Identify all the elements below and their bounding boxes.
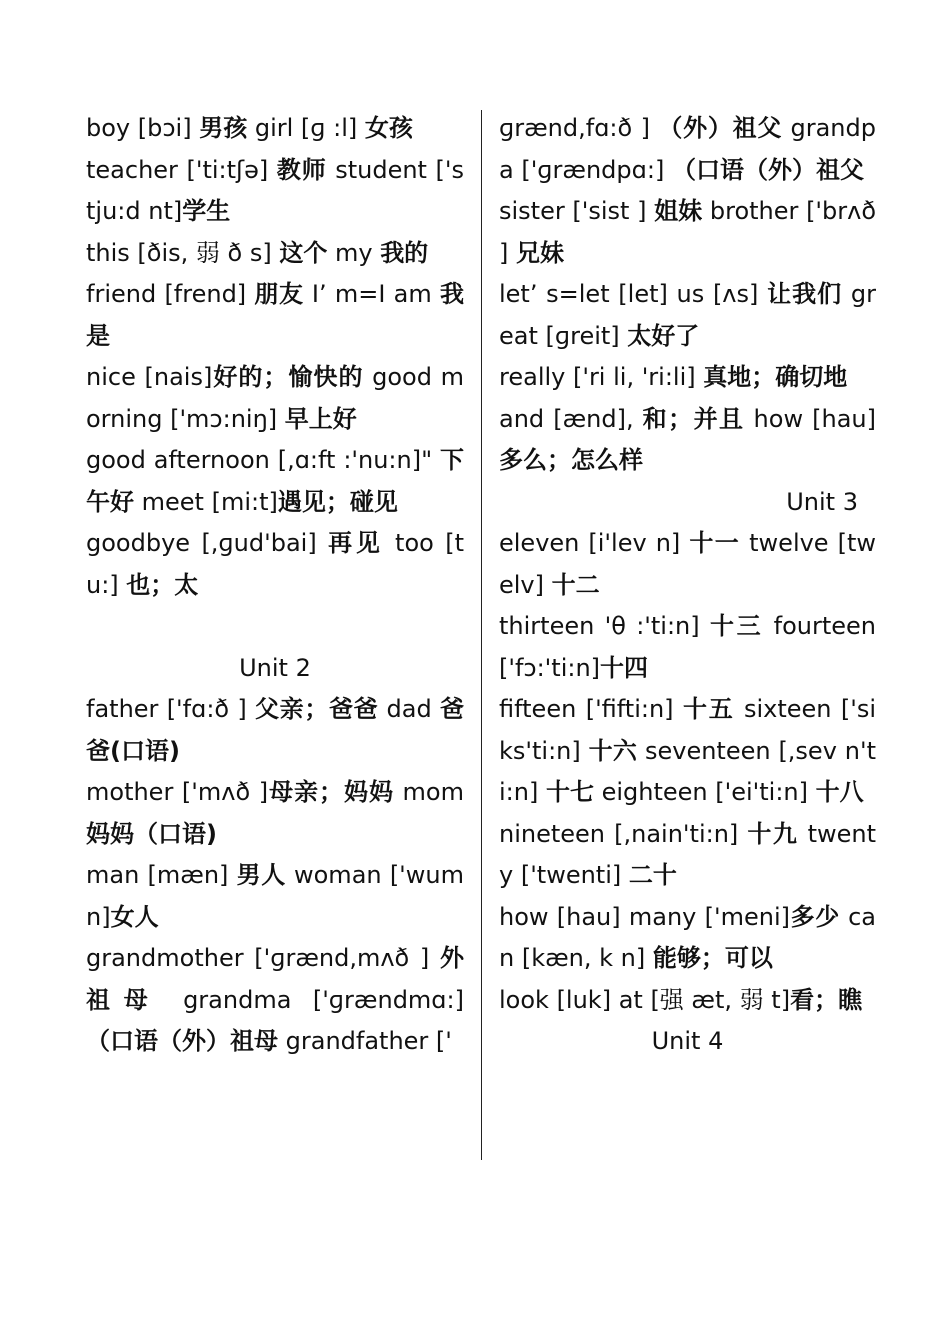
vocab-entry-how-many: how [hau] many ['meni]多少 can [kæn, k n] 能够；可以 — [499, 902, 877, 972]
vocab-entry-nineteen: nineteen [,nain'ti:n] 十九 twenty ['twenti] 二十 — [499, 819, 877, 889]
column-divider — [481, 110, 482, 1160]
vocab-entry-lets: let’ s=let [let] us [ʌs] 让我们 great [ɡreit] 太好了 — [499, 280, 877, 350]
vocab-entry-and: and [ænd], 和；并且 how [hau] 多么；怎么样 — [499, 404, 884, 474]
vocab-entry-teacher: teacher ['ti:tʃə] 教师 student ['stju:d nt]学生 — [86, 155, 464, 225]
vocab-entry-boy: boy [bɔi] 男孩 girl [ɡ :l] 女孩 — [86, 114, 413, 142]
right-column — [499, 108, 884, 1063]
vocab-entry-goodbye: goodbye [,ɡud'bai] 再见 too [tu:] 也；太 — [86, 529, 464, 599]
vocab-entry-grandfather: ɡrænd,fɑ:ð ] （外）祖父 grandpa ['ɡrændpɑ:] （口语（外）祖父 — [499, 114, 876, 184]
vocab-entry-grandmother: grandmother ['ɡrænd,mʌð ] 外祖母 grandma ['ɡrændmɑ:] （口语（外）祖母 grandfather [' — [86, 944, 472, 1055]
vocab-entry-this: this [ðis, 弱 ð s] 这个 my 我的 — [86, 238, 429, 267]
left-column — [86, 108, 472, 1063]
blank-line — [86, 606, 464, 648]
vocab-entry-really: really ['ri li, 'ri:li] 真地；确切地 — [499, 363, 848, 391]
unit-heading: Unit 4 — [651, 1027, 724, 1055]
vocab-entry-fifteen: fifteen ['fifti:n] 十五 sixteen ['siks'ti:n] 十六 seventeen [,sev n'ti:n] 十七 eighteen ['ei'ti:n] 十八 — [499, 695, 877, 806]
unit-heading: Unit 3 — [786, 487, 858, 516]
vocab-entry-friend: friend [frend] 朋友 I’ m=I am 我是 — [86, 280, 464, 350]
vocab-entry-thirteen: thirteen 'θ :'ti:n] 十三 fourteen ['fɔ:'ti:n]十四 — [499, 612, 884, 682]
vocab-entry-father: father ['fɑ:ð ] 父亲；爸爸 dad 爸爸(口语) — [86, 695, 465, 765]
vocab-entry-nice: nice [nais]好的；愉快的 good morning ['mɔ:niŋ] 早上好 — [86, 363, 464, 433]
vocab-entry-good-afternoon: good afternoon [,ɑ:ft :'nu:n]" 下午好 meet [mi:t]遇见；碰见 — [86, 446, 464, 516]
vocab-entry-eleven: eleven [i'lev n] 十一 twelve [twelv] 十二 — [499, 529, 877, 599]
unit-heading: Unit 2 — [239, 653, 311, 682]
vocab-entry-sister: sister ['sist ] 姐妹 brother ['brʌð ] 兄妹 — [499, 197, 884, 267]
vocab-entry-look-at: look [luk] at [强 æt, 弱 t]看；瞧 — [499, 985, 863, 1014]
vocab-entry-man: man [mæn] 男人 woman ['wum n]女人 — [86, 861, 472, 931]
vocab-entry-mother: mother ['mʌð ]母亲；妈妈 mom 妈妈（口语) — [86, 778, 472, 848]
